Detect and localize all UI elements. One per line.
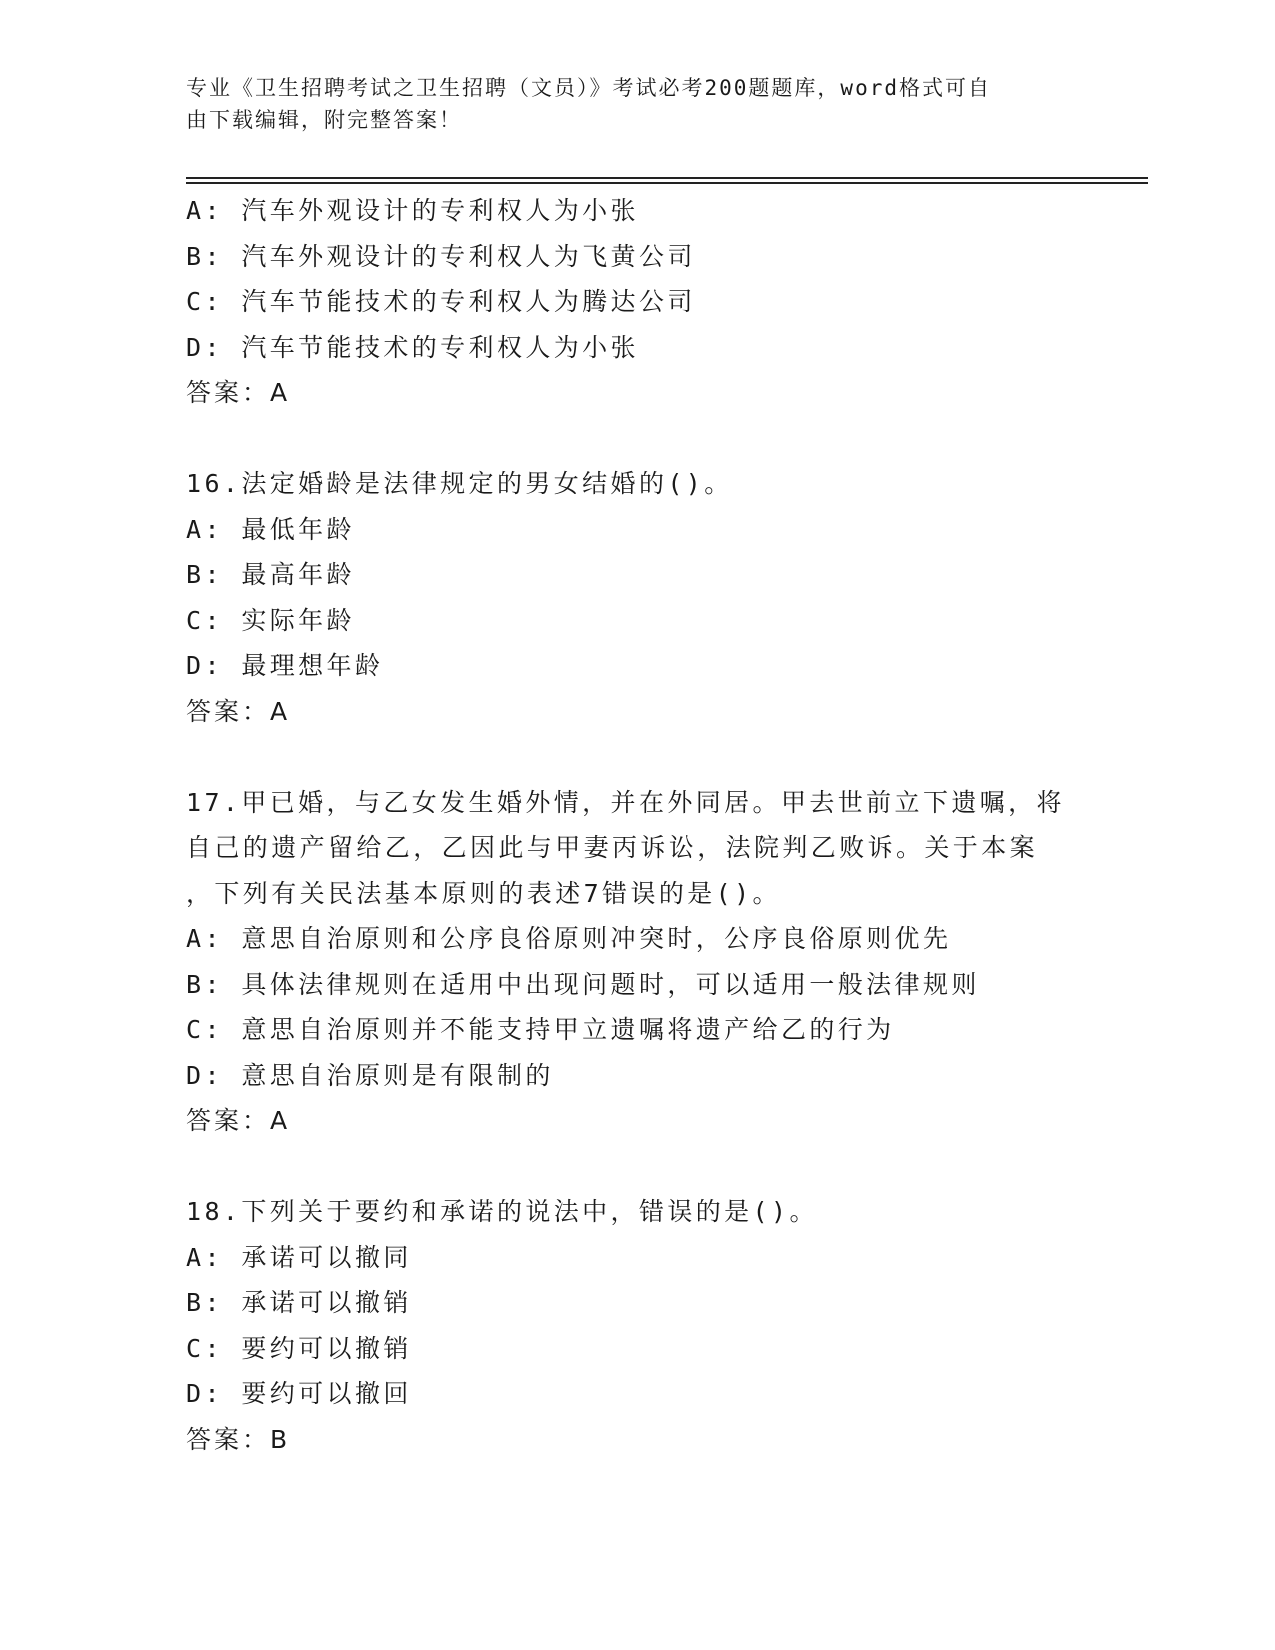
header-line-1: 专业《卫生招聘考试之卫生招聘（文员）》考试必考200题题库，word格式可自 [186,76,991,100]
option-a: A: 意思自治原则和公序良俗原则冲突时，公序良俗原则优先 [186,924,952,953]
question-stem: 18.下列关于要约和承诺的说法中，错误的是()。 [186,1197,818,1226]
header-divider-top [186,177,1148,179]
spacer [186,416,1086,462]
option-c: C: 意思自治原则并不能支持甲立遗嘱将遗产给乙的行为 [186,1015,895,1044]
spacer [186,1144,1086,1190]
question-stem-line-2: 自己的遗产留给乙，乙因此与甲妻丙诉讼，法院判乙败诉。关于本案 [186,833,1039,862]
option-c: C: 要约可以撤销 [186,1333,412,1363]
option-d: D: 要约可以撤回 [186,1379,412,1408]
option-b: B: 最高年龄 [186,560,355,589]
answer: 答案：A [186,378,291,407]
answer: 答案：B [186,1424,291,1454]
document-header [186,72,1086,136]
option-d: D: 意思自治原则是有限制的 [186,1060,554,1090]
spacer [186,734,1086,780]
option-d: D: 最理想年龄 [186,651,384,680]
question-16 [186,461,1086,734]
option-b: B: 承诺可以撤销 [186,1288,412,1317]
option-c: C: 汽车节能技术的专利权人为腾达公司 [186,287,696,316]
question-stem-line-3: ，下列有关民法基本原则的表述7错误的是()。 [186,878,781,908]
option-b: B: 汽车外观设计的专利权人为飞黄公司 [186,241,696,271]
question-stem-line-1: 17.甲已婚，与乙女发生婚外情，并在外同居。甲去世前立下遗嘱，将 [186,787,1065,817]
option-b: B: 具体法律规则在适用中出现问题时，可以适用一般法律规则 [186,969,980,999]
header-line-2: 由下载编辑，附完整答案！ [186,108,462,132]
option-c: C: 实际年龄 [186,605,355,635]
option-d: D: 汽车节能技术的专利权人为小张 [186,332,639,362]
question-15 [186,188,1086,416]
option-a: A: 最低年龄 [186,514,355,544]
header-divider-bottom [186,182,1148,184]
option-a: A: 汽车外观设计的专利权人为小张 [186,196,639,225]
question-18 [186,1189,1086,1462]
answer: 答案：A [186,696,291,726]
option-a: A: 承诺可以撤同 [186,1242,412,1272]
question-stem: 16.法定婚龄是法律规定的男女结婚的()。 [186,469,733,498]
question-list [186,188,1086,1462]
question-17 [186,780,1086,1144]
answer: 答案：A [186,1106,291,1135]
